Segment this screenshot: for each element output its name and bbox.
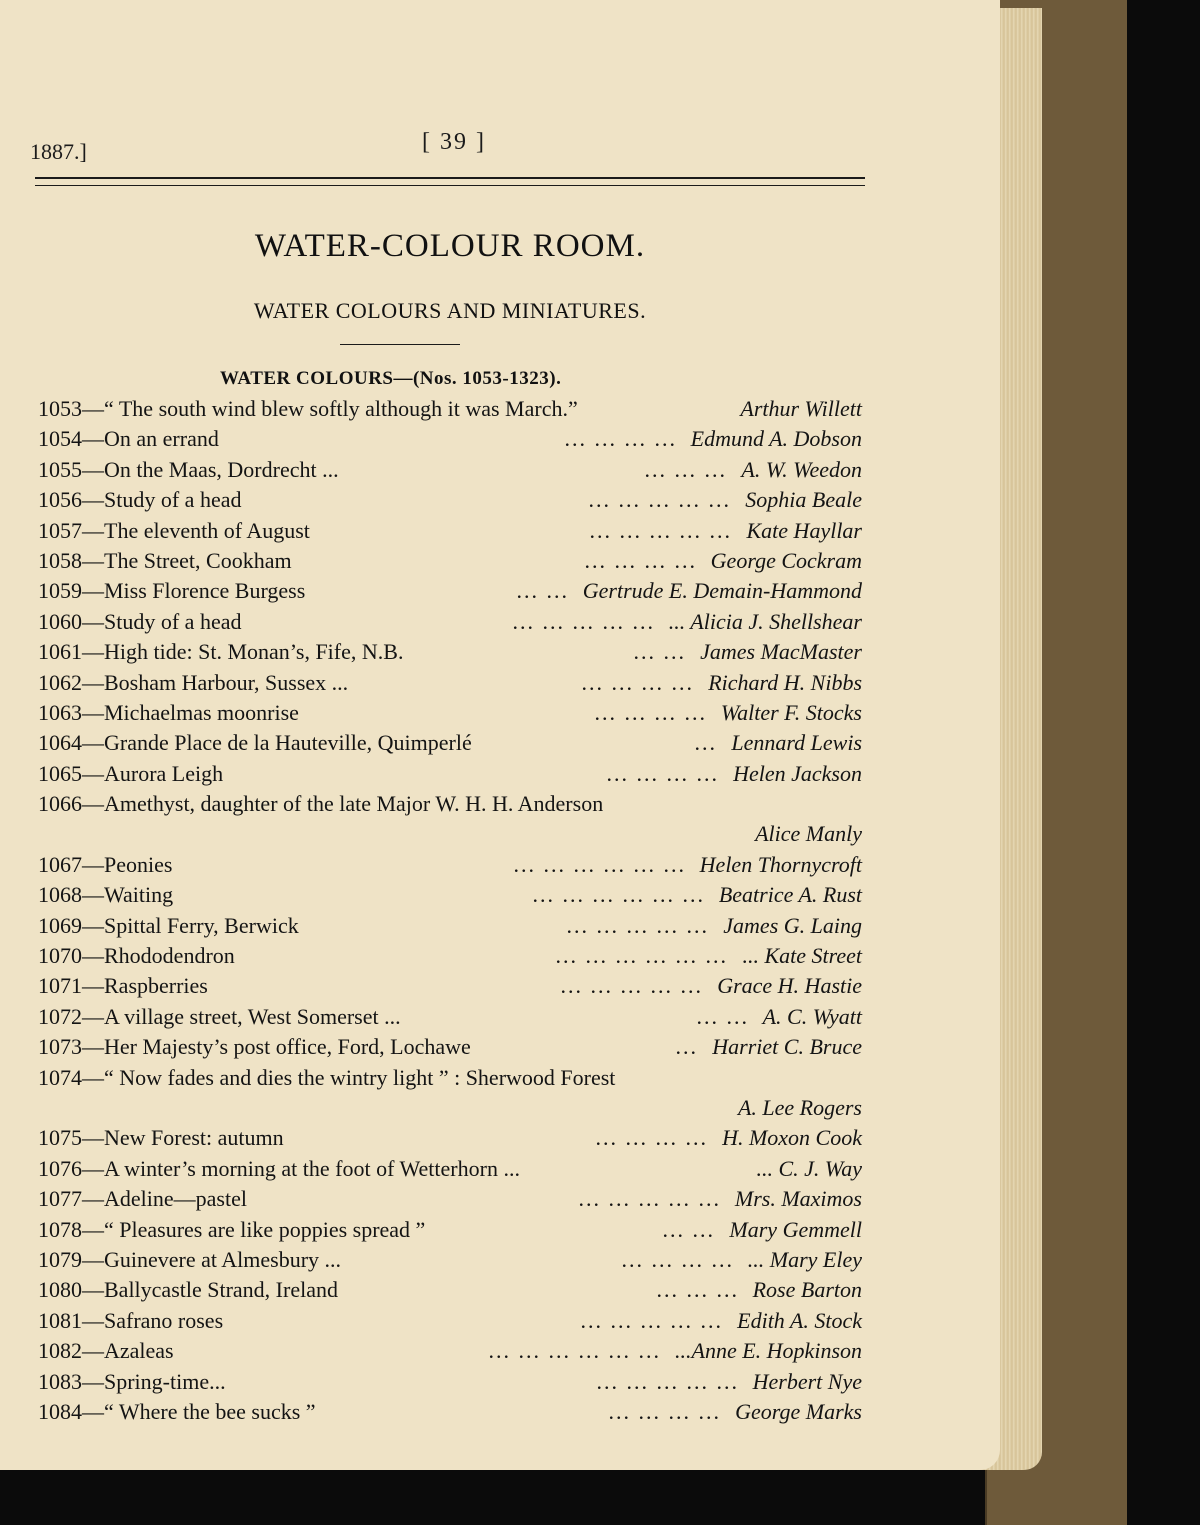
entry-artist: Helen Jackson xyxy=(733,760,862,786)
entry-title: 1081—Safrano roses xyxy=(38,1307,224,1333)
entry-artist: George Cockram xyxy=(710,547,862,573)
entry-leader-dots: ... ... ... ... xyxy=(581,669,694,695)
entry-leader-dots: ... ... ... ... xyxy=(584,547,697,573)
entry-artist: Arthur Willett xyxy=(740,396,862,421)
list-item xyxy=(38,1336,862,1366)
list-item xyxy=(38,607,862,637)
entry-leader-dots: ... ... ... ... ... ... xyxy=(513,851,686,877)
entry-leader-dots: ... ... ... ... ... xyxy=(560,973,703,999)
list-item xyxy=(38,880,862,910)
entry-artist: Alice Manly xyxy=(755,821,862,847)
entry-title: 1074—“ Now fades and dies the wintry light ” : Sherwood Forest xyxy=(38,1064,616,1090)
entry-leader-dots: ... ... xyxy=(516,578,569,604)
entry-title: 1053—“ The south wind blew softly although it was March.” xyxy=(38,396,578,421)
list-item xyxy=(38,971,862,1001)
entry-title: 1060—Study of a head xyxy=(38,608,242,634)
entry-artist: ... Alicia J. Shellshear xyxy=(668,608,862,634)
list-item xyxy=(38,1397,862,1427)
entry-leader-dots: ... ... ... ... ... ... xyxy=(555,943,728,969)
list-item xyxy=(38,394,862,424)
page-title: WATER-COLOUR ROOM. xyxy=(254,228,646,264)
list-item xyxy=(38,1032,862,1062)
list-item xyxy=(38,516,862,546)
entry-artist: Sophia Beale xyxy=(745,487,862,513)
entry-title: 1076—A winter’s morning at the foot of Wetterhorn ... xyxy=(38,1155,520,1181)
entry-leader-dots: ... ... ... ... ... xyxy=(512,608,655,634)
list-item xyxy=(38,576,862,606)
list-item xyxy=(38,728,862,758)
list-item xyxy=(38,1002,862,1032)
entry-leader-dots: ... ... ... ... ... ... xyxy=(532,882,705,908)
list-item xyxy=(38,668,862,698)
entry-artist: Walter F. Stocks xyxy=(720,699,862,725)
entry-artist: James MacMaster xyxy=(700,639,862,665)
entry-artist: Gertrude E. Demain-Hammond xyxy=(582,578,862,604)
entry-title: 1059—Miss Florence Burgess xyxy=(38,578,306,604)
entry-title: 1066—Amethyst, daughter of the late Major W. H. H. Anderson xyxy=(38,791,604,817)
entry-title: 1077—Adeline—pastel xyxy=(38,1186,247,1212)
list-item xyxy=(38,1063,862,1124)
entry-leader-dots: ... ... xyxy=(633,639,686,665)
list-item xyxy=(38,1215,862,1245)
entry-artist: ... Mary Eley xyxy=(747,1246,862,1272)
entry-artist: ... C. J. Way xyxy=(756,1155,862,1181)
list-item xyxy=(38,850,862,880)
entry-title: 1083—Spring-time... xyxy=(38,1368,226,1394)
entry-title: 1079—Guinevere at Almesbury ... xyxy=(38,1246,342,1272)
page-subtitle: WATER COLOURS AND MINIATURES. xyxy=(253,298,647,323)
entry-artist: Grace H. Hastie xyxy=(717,973,862,999)
entry-title: 1054—On an errand xyxy=(38,426,219,452)
entry-leader-dots: ... ... ... ... xyxy=(594,699,707,725)
entry-leader-dots: ... ... ... xyxy=(656,1277,739,1303)
list-item xyxy=(38,941,862,971)
entry-leader-dots: ... ... ... ... ... ... xyxy=(488,1338,661,1364)
entry-leader-dots: ... ... ... ... xyxy=(606,760,719,786)
entry-title: 1064—Grande Place de la Hauteville, Quimperlé xyxy=(38,730,472,756)
running-head xyxy=(30,125,860,175)
entry-artist: Beatrice A. Rust xyxy=(718,882,862,908)
list-item xyxy=(38,1245,862,1275)
entry-leader-dots: ... ... ... ... ... xyxy=(589,517,732,543)
list-item xyxy=(38,1154,862,1184)
entry-artist: Mrs. Maximos xyxy=(734,1186,862,1212)
entry-artist: Helen Thornycroft xyxy=(699,851,862,877)
entry-leader-dots: ... ... ... ... xyxy=(595,1125,708,1151)
entry-title: 1055—On the Maas, Dordrecht ... xyxy=(38,456,339,482)
list-item xyxy=(38,1275,862,1305)
entry-leader-dots: ... ... ... ... xyxy=(564,426,677,452)
entry-artist: Herbert Nye xyxy=(752,1368,862,1394)
entry-title: 1069—Spittal Ferry, Berwick xyxy=(38,912,299,938)
entry-artist: A. Lee Rogers xyxy=(737,1095,862,1120)
entry-artist: A. W. Weedon xyxy=(741,456,862,482)
list-item xyxy=(38,546,862,576)
entry-artist: Edmund A. Dobson xyxy=(690,426,862,452)
entry-artist: Harriet C. Bruce xyxy=(712,1034,862,1060)
entry-title: 1057—The eleventh of August xyxy=(38,517,310,543)
entry-title: 1070—Rhododendron xyxy=(38,943,235,969)
entry-leader-dots: ... ... xyxy=(662,1216,715,1242)
entry-artist: Edith A. Stock xyxy=(737,1307,862,1333)
subtitle-rule xyxy=(340,344,460,345)
entry-leader-dots: ... xyxy=(694,730,717,756)
entry-title: 1056—Study of a head xyxy=(38,487,242,513)
entry-list xyxy=(38,394,862,1427)
list-item xyxy=(38,911,862,941)
entry-title: 1058—The Street, Cookham xyxy=(38,547,292,573)
entry-leader-dots: ... ... ... ... ... xyxy=(596,1368,739,1394)
header-double-rule xyxy=(35,177,865,186)
entry-title: 1071—Raspberries xyxy=(38,973,208,999)
list-item xyxy=(38,789,862,850)
entry-leader-dots: ... ... ... ... ... xyxy=(566,912,709,938)
list-item xyxy=(38,1123,862,1153)
entry-artist: Mary Gemmell xyxy=(729,1216,862,1242)
list-item xyxy=(38,455,862,485)
entry-leader-dots: ... ... ... ... xyxy=(621,1246,734,1272)
entry-title: 1078—“ Pleasures are like poppies spread ” xyxy=(38,1216,426,1242)
list-item xyxy=(38,1306,862,1336)
entry-title: 1067—Peonies xyxy=(38,851,173,877)
entry-leader-dots: ... ... xyxy=(696,1003,749,1029)
section-heading: WATER COLOURS—(Nos. 1053-1323). xyxy=(220,368,562,389)
entry-artist: George Marks xyxy=(735,1398,862,1424)
entry-leader-dots: ... ... ... ... ... xyxy=(588,487,731,513)
entry-title: 1073—Her Majesty’s post office, Ford, Lochawe xyxy=(38,1034,471,1060)
entry-leader-dots: ... ... ... ... ... xyxy=(578,1186,721,1212)
list-item xyxy=(38,637,862,667)
entry-artist: ... Kate Street xyxy=(742,943,862,969)
entry-title: 1063—Michaelmas moonrise xyxy=(38,699,299,725)
list-item xyxy=(38,1184,862,1214)
entry-leader-dots: ... ... ... ... xyxy=(608,1398,721,1424)
entry-artist: Lennard Lewis xyxy=(731,730,862,756)
entry-title: 1082—Azaleas xyxy=(38,1338,174,1364)
entry-artist: Kate Hayllar xyxy=(746,517,862,543)
entry-title: 1061—High tide: St. Monan’s, Fife, N.B. xyxy=(38,639,404,665)
list-item xyxy=(38,424,862,454)
entry-title: 1080—Ballycastle Strand, Ireland xyxy=(38,1277,338,1303)
entry-artist: James G. Laing xyxy=(723,912,862,938)
entry-leader-dots: ... ... ... xyxy=(644,456,727,482)
entry-title: 1084—“ Where the bee sucks ” xyxy=(38,1398,316,1424)
entry-artist: ...Anne E. Hopkinson xyxy=(675,1338,862,1364)
list-item xyxy=(38,485,862,515)
list-item xyxy=(38,759,862,789)
entry-artist: H. Moxon Cook xyxy=(722,1125,862,1151)
entry-title: 1072—A village street, West Somerset ... xyxy=(38,1003,401,1029)
entry-leader-dots: ... ... ... ... ... xyxy=(580,1307,723,1333)
entry-artist: Richard H. Nibbs xyxy=(708,669,862,695)
entry-title: 1065—Aurora Leigh xyxy=(38,760,224,786)
entry-title: 1075—New Forest: autumn xyxy=(38,1125,284,1151)
entry-title: 1068—Waiting xyxy=(38,882,174,908)
entry-leader-dots: ... xyxy=(675,1034,698,1060)
list-item xyxy=(38,698,862,728)
entry-artist: A. C. Wyatt xyxy=(762,1003,862,1029)
list-item xyxy=(38,1367,862,1397)
running-head-year: 1887.] xyxy=(30,139,87,164)
entry-title: 1062—Bosham Harbour, Sussex ... xyxy=(38,669,349,695)
entry-artist: Rose Barton xyxy=(752,1277,862,1303)
page-number: [ 39 ] xyxy=(422,129,486,155)
